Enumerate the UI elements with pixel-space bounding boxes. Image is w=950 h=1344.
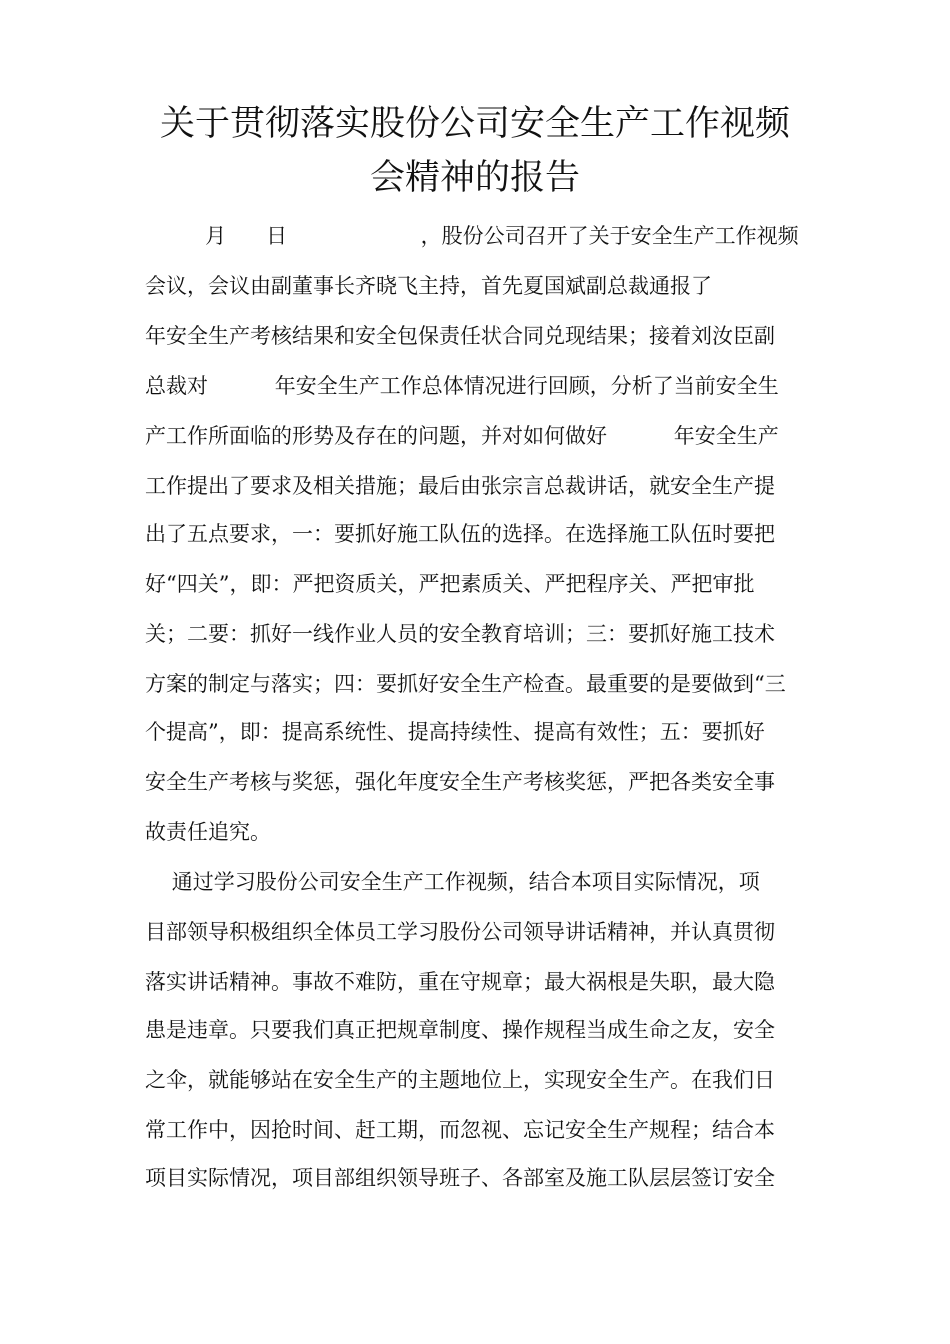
paragraph-1-line: 好“四关”，即：严把资质关，严把素质关、严把程序关、严把审批 (145, 572, 755, 596)
paragraph-1-line: 工作提出了要求及相关措施；最后由张宗言总裁讲话，就安全生产提 (145, 474, 775, 498)
paragraph-1-line: 月 日 ，股份公司召开了关于安全生产工作视频 (145, 224, 799, 248)
paragraph-2-line: 目部领导积极组织全体员工学习股份公司领导讲话精神，并认真贯彻 (145, 920, 775, 944)
document-title-line-1: 关于贯彻落实股份公司安全生产工作视频 (159, 104, 790, 144)
paragraph-1-line: 会议，会议由副董事长齐晓飞主持，首先夏国斌副总裁通报了 (145, 274, 712, 298)
paragraph-1-line: 方案的制定与落实；四：要抓好安全生产检查。最重要的是要做到“三 (145, 672, 786, 696)
paragraph-2-line: 常工作中，因抢时间、赶工期，而忽视、忘记安全生产规程；结合本 (145, 1118, 775, 1142)
paragraph-2-line: 项目实际情况，项目部组织领导班子、各部室及施工队层层签订安全 (145, 1166, 775, 1190)
paragraph-1-line: 产工作所面临的形势及存在的问题，并对如何做好 年安全生产 (145, 424, 779, 448)
paragraph-2-line: 患是违章。只要我们真正把规章制度、操作规程当成生命之友，安全 (145, 1018, 775, 1042)
paragraph-2-line: 落实讲话精神。事故不难防，重在守规章；最大祸根是失职，最大隐 (145, 970, 775, 994)
paragraph-1-line: 关；二要：抓好一线作业人员的安全教育培训；三：要抓好施工技术 (145, 622, 775, 646)
paragraph-1-line: 故责任追究。 (145, 820, 271, 844)
paragraph-1-line: 安全生产考核与奖惩，强化年度安全生产考核奖惩，严把各类安全事 (145, 770, 775, 794)
paragraph-1-line: 总裁对 年安全生产工作总体情况进行回顾，分析了当前安全生 (145, 374, 779, 398)
paragraph-2-line: 之伞，就能够站在安全生产的主题地位上，实现安全生产。在我们日 (145, 1068, 775, 1092)
paragraph-2-line: 通过学习股份公司安全生产工作视频，结合本项目实际情况，项 (145, 870, 760, 894)
document-title-line-2: 会精神的报告 (369, 158, 580, 198)
paragraph-1-line: 个提高”，即：提高系统性、提高持续性、提高有效性；五：要抓好 (145, 720, 765, 744)
paragraph-1-line: 出了五点要求，一：要抓好施工队伍的选择。在选择施工队伍时要把 (145, 522, 775, 546)
paragraph-1-line: 年安全生产考核结果和安全包保责任状合同兑现结果；接着刘汝臣副 (145, 324, 775, 348)
